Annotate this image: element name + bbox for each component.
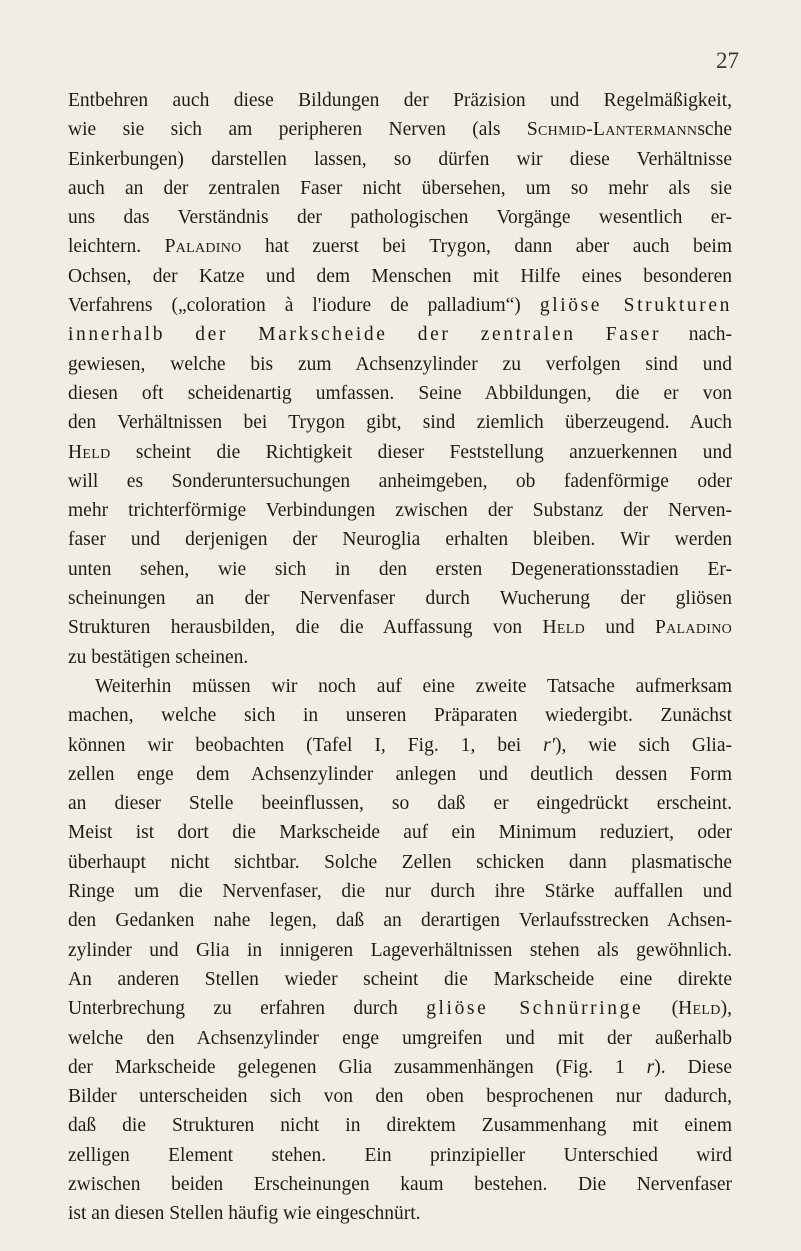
- text-line: daß die Strukturen nicht in direktem Zusammenhang mit einem: [68, 1115, 732, 1137]
- text-line: zwischen beiden Erscheinungen kaum bestehen. Die Nervenfaser: [68, 1173, 732, 1195]
- text-line: diesen oft scheidenartig umfassen. Seine Abbildungen, die er von: [68, 382, 732, 404]
- text-line: Bilder unterscheiden sich von den oben besprochenen nur dadurch,: [68, 1086, 732, 1108]
- text-fragment: der Markscheide gelegenen Glia zusammenhängen (Fig. 1: [68, 1056, 647, 1078]
- figure-reference: r: [646, 1056, 655, 1078]
- text-fragment: sche: [697, 119, 732, 141]
- text-fragment: Unterbrechung zu erfahren durch: [68, 998, 427, 1020]
- text-line: überhaupt nicht sichtbar. Solche Zellen schicken dann plasmatische: [68, 851, 732, 873]
- text-line: [68, 731, 732, 760]
- text-line: zu bestätigen scheinen.: [68, 646, 249, 668]
- text-line: gewiesen, welche bis zum Achsenzylinder zu verfolgen sind und: [68, 353, 732, 375]
- text-line: zylinder und Glia in innigeren Lageverhältnissen stehen als gewöhnlich.: [68, 939, 732, 961]
- text-fragment: können wir beobachten (Tafel I, Fig. 1, bei: [68, 734, 544, 756]
- text-fragment: und: [584, 617, 655, 639]
- text-line: An anderen Stellen wieder scheint die Markscheide eine direkte: [68, 968, 732, 990]
- text-fragment: Strukturen herausbilden, die die Auffassung von: [68, 617, 543, 639]
- text-line: [68, 320, 732, 349]
- text-line: Ringe um die Nervenfaser, die nur durch ihre Stärke auffallen und: [68, 881, 732, 903]
- text-line: machen, welche sich in unseren Präparaten wiedergibt. Zunächst: [68, 705, 732, 727]
- text-line: faser und derjenigen der Neuroglia erhalten bleiben. Wir werden: [68, 529, 732, 551]
- text-fragment: scheint die Richtigkeit dieser Feststellung anzuerkennen und: [135, 441, 733, 463]
- text-line: [68, 994, 732, 1023]
- body-text: [68, 86, 732, 1229]
- text-line: den Verhältnissen bei Trygon gibt, sind ziemlich überzeugend. Auch: [68, 412, 732, 434]
- text-line: unten sehen, wie sich in den ersten Degenerationsstadien Er-: [68, 558, 732, 580]
- text-line: uns das Verständnis der pathologischen Vorgänge wesentlich er-: [68, 207, 732, 229]
- text-line: Meist ist dort die Markscheide auf ein Minimum reduziert, oder: [68, 822, 732, 844]
- text-line: [68, 438, 732, 467]
- author-name: Held: [678, 998, 721, 1020]
- author-name: Held: [68, 441, 111, 463]
- text-line: ist an diesen Stellen häufig wie eingeschnürt.: [68, 1203, 421, 1225]
- text-line: welche den Achsenzylinder enge umgreifen und mit der außerhalb: [68, 1027, 732, 1049]
- text-line: Einkerbungen) darstellen lassen, so dürfen wir diese Verhältnisse: [68, 148, 732, 170]
- text-fragment: ), wie sich Glia-: [555, 734, 732, 756]
- text-line: Ochsen, der Katze und dem Menschen mit Hilfe eines besonderen: [68, 265, 732, 287]
- author-name: Paladino: [164, 236, 242, 258]
- author-name: Paladino: [655, 617, 733, 639]
- text-fragment: wie sie sich am peripheren Nerven (als: [68, 119, 527, 141]
- text-line: [68, 1053, 732, 1082]
- text-line: [68, 291, 732, 320]
- text-fragment: (: [643, 998, 679, 1020]
- text-line: zelligen Element stehen. Ein prinzipieller Unterschied wird: [68, 1144, 732, 1166]
- emphasized-term: gliöse Strukturen: [539, 295, 732, 317]
- text-line: scheinungen an der Nervenfaser durch Wucherung der gliösen: [68, 588, 732, 610]
- text-line: Weiterhin müssen wir noch auf eine zweite Tatsache aufmerksam: [95, 675, 732, 697]
- text-line: [68, 613, 732, 642]
- text-fragment: nach-: [661, 324, 732, 346]
- figure-reference: r′: [543, 734, 555, 756]
- emphasized-term: gliöse Schnürringe: [426, 998, 644, 1020]
- text-line: auch an der zentralen Faser nicht übersehen, um so mehr als sie: [68, 177, 732, 199]
- author-name: Held: [542, 617, 585, 639]
- text-line: zellen enge dem Achsenzylinder anlegen und deutlich dessen Form: [68, 763, 732, 785]
- text-fragment: ). Diese: [654, 1056, 732, 1078]
- text-line: Entbehren auch diese Bildungen der Präzision und Regelmäßigkeit,: [68, 90, 732, 111]
- text-line: an dieser Stelle beeinflussen, so daß er eingedrückt erscheint.: [68, 793, 732, 815]
- text-fragment: leichtern.: [68, 236, 165, 258]
- author-name: Schmid-Lantermann: [526, 119, 698, 141]
- text-line: mehr trichterförmige Verbindungen zwischen der Substanz der Nerven-: [68, 500, 732, 522]
- text-fragment: hat zuerst bei Trygon, dann aber auch beim: [241, 236, 732, 258]
- text-fragment: Verfahrens („coloration à l'iodure de palladium“): [68, 295, 540, 317]
- page-number: 27: [716, 48, 739, 73]
- text-line: den Gedanken nahe legen, daß an derartigen Verlaufsstrecken Achsen-: [68, 910, 732, 932]
- text-line: [68, 115, 732, 144]
- text-line: [68, 232, 732, 261]
- emphasized-term: innerhalb der Markscheide der zentralen Faser: [68, 324, 662, 346]
- text-line: will es Sonderuntersuchungen anheimgeben, ob fadenförmige oder: [68, 470, 732, 492]
- text-fragment: ),: [720, 998, 732, 1020]
